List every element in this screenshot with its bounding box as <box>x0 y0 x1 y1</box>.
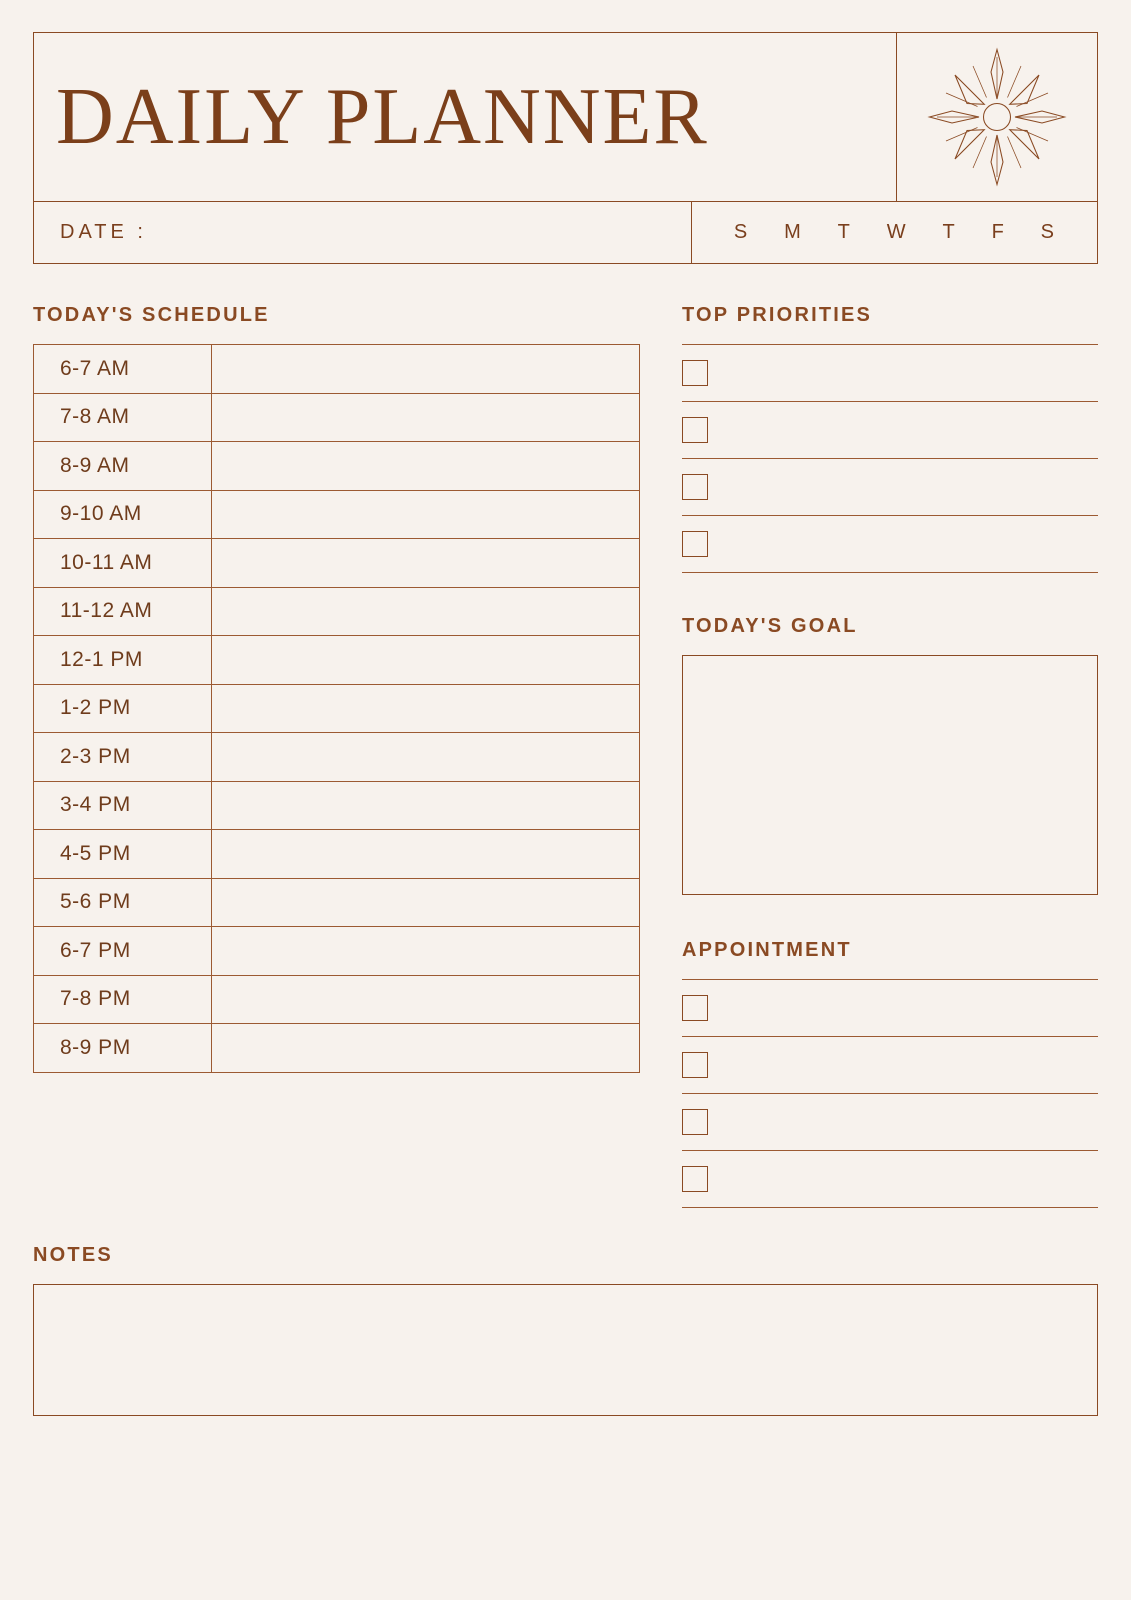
appointment-list <box>682 979 1098 1208</box>
notes-text-area[interactable] <box>33 1284 1098 1416</box>
schedule-time-label: 8-9 AM <box>34 442 212 491</box>
schedule-table <box>33 344 640 1073</box>
checkbox-icon[interactable] <box>682 531 708 557</box>
schedule-entry-field[interactable] <box>212 781 640 830</box>
schedule-entry-field[interactable] <box>212 636 640 685</box>
checkbox-icon[interactable] <box>682 360 708 386</box>
sidebar-column <box>682 304 1098 1208</box>
schedule-time-label: 10-11 AM <box>34 539 212 588</box>
weekday-friday[interactable]: F <box>991 221 1005 243</box>
priority-text-field[interactable] <box>724 487 1098 488</box>
priority-text-field[interactable] <box>724 430 1098 431</box>
table-row <box>34 393 640 442</box>
spacer <box>682 573 1098 615</box>
weekday-saturday[interactable]: S <box>1040 221 1055 243</box>
schedule-entry-field[interactable] <box>212 975 640 1024</box>
table-row <box>34 636 640 685</box>
table-row <box>34 587 640 636</box>
planner-body <box>33 304 1098 1208</box>
list-item[interactable] <box>682 979 1098 1037</box>
schedule-time-label: 9-10 AM <box>34 490 212 539</box>
table-row <box>34 781 640 830</box>
date-label: DATE : <box>60 221 147 243</box>
appointment-text-field[interactable] <box>724 1008 1098 1009</box>
logo-cell <box>897 33 1097 201</box>
weekday-monday[interactable]: M <box>784 221 802 243</box>
list-item[interactable] <box>682 1037 1098 1094</box>
priorities-list <box>682 344 1098 573</box>
checkbox-icon[interactable] <box>682 1052 708 1078</box>
schedule-heading: TODAY'S SCHEDULE <box>33 304 270 326</box>
appointment-text-field[interactable] <box>724 1179 1098 1180</box>
appointment-heading: APPOINTMENT <box>682 939 852 961</box>
schedule-entry-field[interactable] <box>212 539 640 588</box>
date-field[interactable] <box>34 202 692 263</box>
schedule-entry-field[interactable] <box>212 490 640 539</box>
page-title: DAILY PLANNER <box>56 73 709 161</box>
planner-title-cell <box>34 33 897 201</box>
schedule-time-label: 2-3 PM <box>34 733 212 782</box>
table-row <box>34 345 640 394</box>
schedule-entry-field[interactable] <box>212 733 640 782</box>
goal-text-area[interactable] <box>682 655 1098 895</box>
spacer <box>682 895 1098 939</box>
schedule-entry-field[interactable] <box>212 345 640 394</box>
schedule-time-label: 1-2 PM <box>34 684 212 733</box>
list-item[interactable] <box>682 344 1098 402</box>
appointment-text-field[interactable] <box>724 1122 1098 1123</box>
schedule-time-label: 4-5 PM <box>34 830 212 879</box>
weekday-wednesday[interactable]: W <box>886 221 907 243</box>
list-item[interactable] <box>682 1151 1098 1208</box>
checkbox-icon[interactable] <box>682 995 708 1021</box>
date-row <box>33 202 1098 264</box>
schedule-time-label: 6-7 AM <box>34 345 212 394</box>
schedule-time-label: 12-1 PM <box>34 636 212 685</box>
weekday-thursday[interactable]: T <box>942 221 956 243</box>
list-item[interactable] <box>682 459 1098 516</box>
table-row <box>34 878 640 927</box>
schedule-time-label: 3-4 PM <box>34 781 212 830</box>
schedule-time-label: 6-7 PM <box>34 927 212 976</box>
schedule-entry-field[interactable] <box>212 830 640 879</box>
schedule-entry-field[interactable] <box>212 927 640 976</box>
schedule-time-label: 8-9 PM <box>34 1024 212 1073</box>
checkbox-icon[interactable] <box>682 1109 708 1135</box>
schedule-entry-field[interactable] <box>212 587 640 636</box>
table-row <box>34 927 640 976</box>
notes-section <box>33 1244 1098 1416</box>
table-row <box>34 442 640 491</box>
weekday-sunday[interactable]: S <box>733 221 749 243</box>
priorities-heading: TOP PRIORITIES <box>682 304 873 326</box>
priority-text-field[interactable] <box>724 544 1098 545</box>
table-row <box>34 733 640 782</box>
goal-heading: TODAY'S GOAL <box>682 615 858 637</box>
table-row <box>34 830 640 879</box>
list-item[interactable] <box>682 516 1098 573</box>
schedule-entry-field[interactable] <box>212 1024 640 1073</box>
schedule-entry-field[interactable] <box>212 684 640 733</box>
schedule-time-label: 7-8 AM <box>34 393 212 442</box>
notes-heading: NOTES <box>33 1244 113 1266</box>
schedule-time-label: 5-6 PM <box>34 878 212 927</box>
table-row <box>34 490 640 539</box>
table-row <box>34 539 640 588</box>
schedule-entry-field[interactable] <box>212 393 640 442</box>
table-row <box>34 975 640 1024</box>
weekday-tuesday[interactable]: T <box>837 221 851 243</box>
schedule-entry-field[interactable] <box>212 878 640 927</box>
planner-header <box>33 32 1098 202</box>
appointment-text-field[interactable] <box>724 1065 1098 1066</box>
list-item[interactable] <box>682 1094 1098 1151</box>
schedule-time-label: 11-12 AM <box>34 587 212 636</box>
schedule-column <box>33 304 640 1208</box>
list-item[interactable] <box>682 402 1098 459</box>
checkbox-icon[interactable] <box>682 1166 708 1192</box>
sun-burst-icon <box>922 42 1072 192</box>
table-row <box>34 1024 640 1073</box>
schedule-entry-field[interactable] <box>212 442 640 491</box>
table-row <box>34 684 640 733</box>
checkbox-icon[interactable] <box>682 474 708 500</box>
weekday-selector[interactable] <box>692 202 1097 263</box>
schedule-time-label: 7-8 PM <box>34 975 212 1024</box>
checkbox-icon[interactable] <box>682 417 708 443</box>
priority-text-field[interactable] <box>724 373 1098 374</box>
